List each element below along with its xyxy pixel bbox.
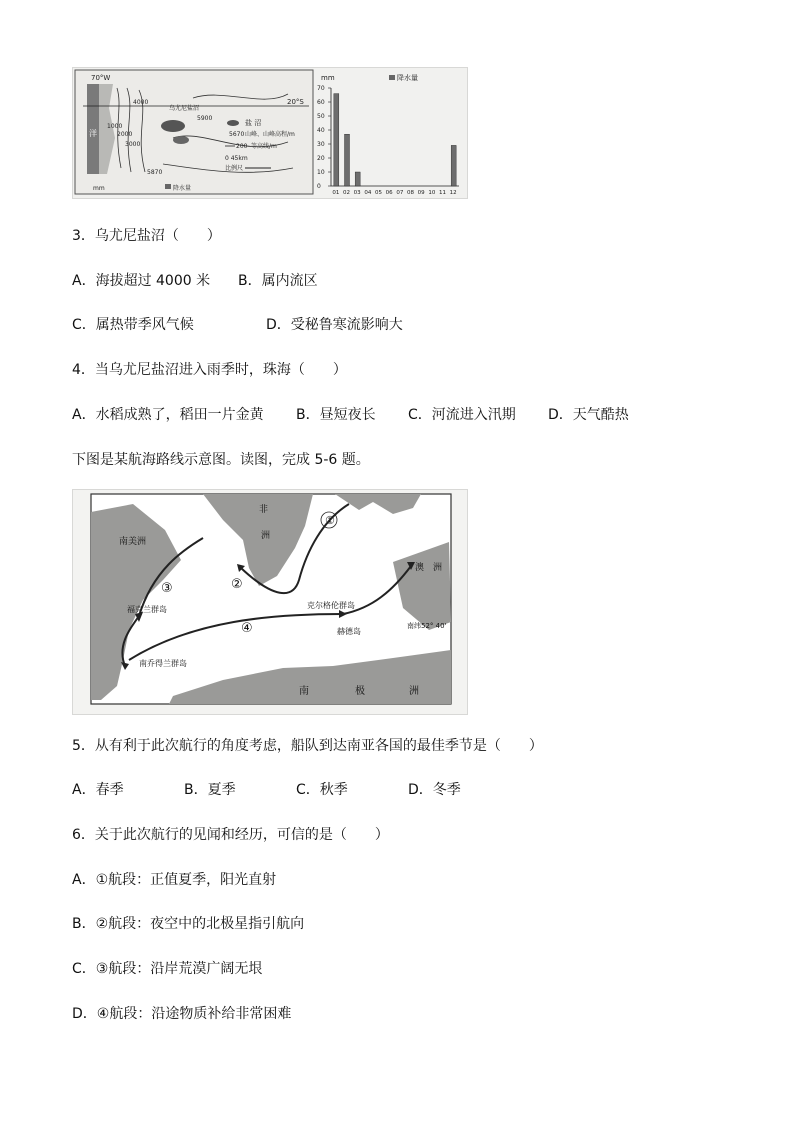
x-tick-label: 08 xyxy=(407,190,414,196)
x-tick-label: 11 xyxy=(439,190,446,196)
q5-option-a[interactable]: A．春季 xyxy=(72,782,124,798)
y-tick-label: 70 xyxy=(317,85,325,92)
q4-options-row xyxy=(72,405,629,425)
precip-chart xyxy=(317,73,459,196)
x-tick-label: 05 xyxy=(375,190,382,196)
x-tick-label: 06 xyxy=(385,190,393,196)
scale-label: 比例尺 xyxy=(225,165,244,172)
q6-option-a[interactable]: A．①航段：正值夏季，阳光直射 xyxy=(72,872,277,888)
label-south-georgia: 南乔得兰群岛 xyxy=(139,659,187,668)
q3-option-d[interactable]: D．受秘鲁寒流影响大 xyxy=(266,317,403,333)
label-antarctica-1: 南 xyxy=(299,686,309,697)
label-latitude: 南纬52° 40' xyxy=(407,622,447,630)
x-tick-label: 09 xyxy=(417,190,425,196)
q3-options-row1 xyxy=(72,271,318,291)
y-tick-label: 60 xyxy=(317,99,325,106)
legend-peak-num: 5670 xyxy=(229,131,245,138)
salt-flat-map-svg xyxy=(73,68,467,198)
contour-label: 4000 xyxy=(133,99,149,106)
q4-option-b[interactable]: B．昼短夜长 xyxy=(296,407,376,423)
y-tick-label: 30 xyxy=(317,141,325,148)
precip-bar xyxy=(334,94,339,186)
x-tick-label: 12 xyxy=(449,190,457,196)
lat-label: 20°S xyxy=(287,98,304,106)
salt-flat-name: 乌尤尼盐沼 xyxy=(169,105,200,112)
q4-option-c[interactable]: C．河流进入汛期 xyxy=(408,407,516,423)
contour-label: 5870 xyxy=(147,169,163,176)
q5-options-row xyxy=(72,780,461,800)
label-antarctica-3: 洲 xyxy=(409,686,419,697)
q5-option-b[interactable]: B．夏季 xyxy=(184,782,236,798)
scale-value: 0 45km xyxy=(225,155,248,162)
q4-stem: 4．当乌尤尼盐沼进入雨季时，珠海（ ） xyxy=(72,362,347,378)
label-africa-2: 洲 xyxy=(261,531,271,541)
x-tick-label: 02 xyxy=(343,190,350,196)
x-tick-label: 07 xyxy=(396,190,404,196)
q5-option-d[interactable]: D．冬季 xyxy=(408,782,461,798)
q5-option-c[interactable]: C．秋季 xyxy=(296,782,348,798)
leg-label-1: ① xyxy=(325,514,335,527)
precip-bar xyxy=(355,172,360,186)
q4-option-a[interactable]: A．水稻成熟了，稻田一片金黄 xyxy=(72,407,264,423)
contour-label: 3000 xyxy=(125,141,141,148)
voyage-map-svg xyxy=(73,490,467,714)
legend-contour: 等高线/m xyxy=(251,143,277,150)
chart-ylabel: mm xyxy=(321,74,335,82)
label-kerguelen: 克尔格伦群岛 xyxy=(307,601,355,610)
contour-label: 2000 xyxy=(117,131,133,138)
q5-stem: 5．从有利于此次航行的角度考虑，船队到达南亚各国的最佳季节是（ ） xyxy=(72,738,543,754)
figure-voyage-map xyxy=(72,489,468,715)
label-australia: 澳 洲 xyxy=(415,563,443,573)
y-tick-label: 0 xyxy=(317,183,321,190)
q3-option-b[interactable]: B．属内流区 xyxy=(238,273,318,289)
leg-label-4: ④ xyxy=(241,621,253,636)
chart-legend: 降水量 xyxy=(397,74,418,82)
x-tick-label: 10 xyxy=(428,190,436,196)
q4-option-d[interactable]: D．天气酷热 xyxy=(548,407,629,423)
figure-salt-flat-map xyxy=(72,67,468,199)
sea-char: 洋 xyxy=(89,129,97,138)
precip-bar xyxy=(345,134,350,186)
leg-label-2: ② xyxy=(231,577,243,592)
legend-salt: 盐 沼 xyxy=(245,119,262,127)
label-falkland: 福克兰群岛 xyxy=(127,605,167,614)
q3-options-row2 xyxy=(72,315,403,335)
label-antarctica-2: 极 xyxy=(355,686,365,697)
precip-bar xyxy=(451,145,456,186)
label-heard: 赫德岛 xyxy=(337,627,361,636)
q3-option-a[interactable]: A．海拔超过 4000 米 xyxy=(72,273,211,289)
chart-legend-swatch xyxy=(389,75,395,80)
chart-axes xyxy=(331,88,459,186)
x-tick-label: 03 xyxy=(353,190,361,196)
q6-option-b[interactable]: B．②航段：夜空中的北极星指引航向 xyxy=(72,916,305,932)
x-tick-label: 01 xyxy=(332,190,340,196)
q3-option-c[interactable]: C．属热带季风气候 xyxy=(72,317,194,333)
peak-elev: 5900 xyxy=(197,115,213,122)
leg-label-3: ③ xyxy=(161,581,173,596)
map-mm-label: mm xyxy=(93,185,105,192)
legend-contour-num: 200 xyxy=(236,143,248,150)
y-tick-label: 20 xyxy=(317,155,325,162)
q6-stem: 6．关于此次航行的见闻和经历，可信的是（ ） xyxy=(72,827,389,843)
legend-salt-swatch xyxy=(227,120,239,126)
q6-option-c[interactable]: C．③航段：沿岸荒漠广阔无垠 xyxy=(72,961,263,977)
q3-stem: 3．乌尤尼盐沼（ ） xyxy=(72,228,221,244)
contour-label: 1000 xyxy=(107,123,123,130)
y-tick-label: 40 xyxy=(317,127,325,134)
salt-flat-shape xyxy=(161,120,185,132)
label-south-america: 南美洲 xyxy=(119,537,147,547)
q6-option-d[interactable]: D．④航段：沿途物质补给非常困难 xyxy=(72,1006,292,1022)
intro-text: 下图是某航海路线示意图。读图，完成 5-6 题。 xyxy=(72,452,370,468)
y-tick-label: 50 xyxy=(317,113,325,120)
legend-peak: 山峰、山峰高程/m xyxy=(245,131,295,138)
lon-label: 70°W xyxy=(91,74,111,82)
x-tick-label: 04 xyxy=(364,190,372,196)
map-precip-label: 降水量 xyxy=(173,185,192,192)
y-tick-label: 10 xyxy=(317,169,325,176)
label-africa-1: 非 xyxy=(259,505,269,515)
